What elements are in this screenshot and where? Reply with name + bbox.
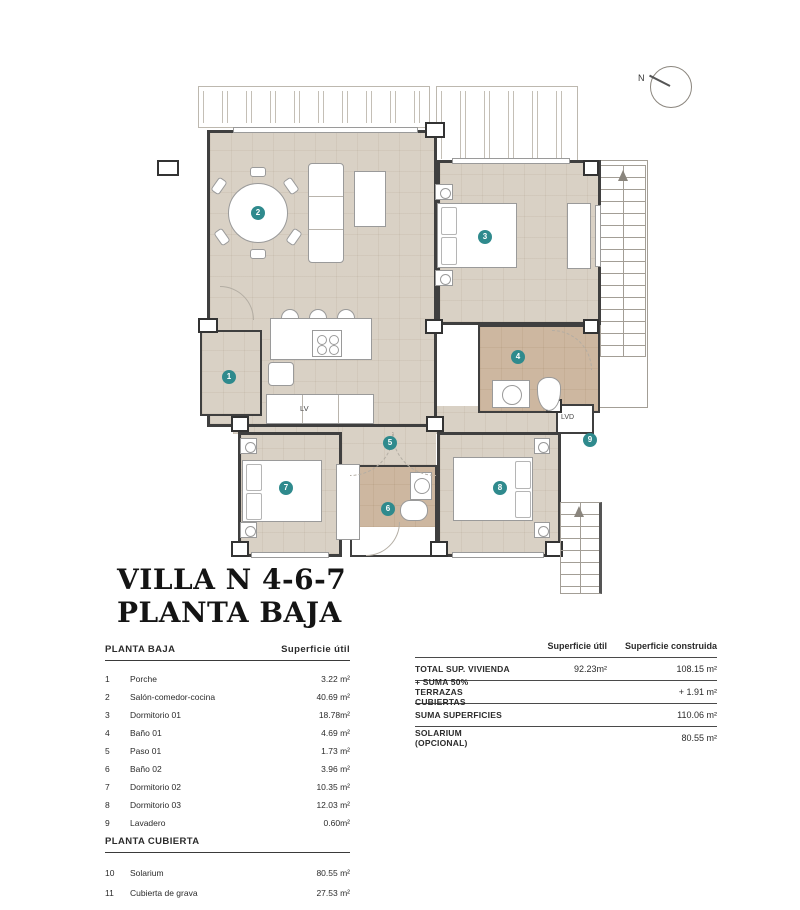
row-label: Lavadero [130, 818, 166, 828]
sink-basin [502, 385, 522, 405]
row-num: 7 [105, 782, 110, 792]
pillow [246, 464, 262, 491]
bed [437, 203, 517, 268]
compass-circle [650, 66, 692, 108]
window [595, 205, 601, 267]
table-row [415, 704, 717, 727]
bathtub [400, 500, 428, 521]
staircase-lower [560, 502, 602, 594]
pillow [441, 237, 457, 265]
pillar [583, 160, 599, 176]
table-row [105, 814, 350, 832]
title-line-2: PLANTA BAJA [117, 596, 342, 629]
pillow [515, 461, 531, 489]
pillar [198, 318, 218, 333]
room-marker-lavadero: 9 [583, 433, 597, 447]
totals-col-superficie-util: Superficie útil [547, 641, 607, 651]
pillow [246, 493, 262, 520]
lamp [245, 442, 256, 453]
table-row [415, 677, 717, 707]
window [233, 127, 418, 133]
window [452, 552, 544, 558]
left-table-col-superficie-util: Superficie útil [281, 644, 350, 655]
row-value: 1.73 m² [321, 746, 350, 756]
compass-north-label: N [638, 73, 645, 83]
kitchen-counter [266, 394, 374, 424]
row-value: 40.69 m² [316, 692, 350, 702]
row-label: Dormitorio 02 [130, 782, 182, 792]
page-title [117, 563, 346, 629]
room-marker-dormitorio-01: 3 [478, 230, 492, 244]
nightstand [240, 522, 257, 538]
row-label: Cubierta de grava [130, 888, 198, 898]
table-row [105, 670, 350, 688]
row-num: 3 [105, 710, 110, 720]
room-marker-salon: 2 [251, 206, 265, 220]
row-value: 3.22 m² [321, 674, 350, 684]
row-construida-value: 80.55 m² [681, 733, 717, 743]
row-label: Salón-comedor-cocina [130, 692, 216, 702]
row-value: 18.78m² [318, 710, 350, 720]
row-num: 9 [105, 818, 110, 828]
window [452, 158, 570, 164]
row-value: 12.03 m² [316, 800, 350, 810]
coffee-table [354, 171, 386, 227]
pergola-top-left [198, 86, 430, 128]
pergola-top-right [436, 86, 578, 164]
row-label: Dormitorio 01 [130, 710, 182, 720]
table-row [105, 863, 350, 883]
totals-table [415, 641, 717, 749]
pillar [430, 541, 448, 557]
pillar [157, 160, 179, 176]
row-value: 4.69 m² [321, 728, 350, 738]
left-table-section2-title: PLANTA CUBIERTA [105, 836, 350, 853]
row-num: 11 [105, 888, 114, 898]
lamp [440, 188, 451, 199]
stair-up-arrow-icon [618, 170, 628, 181]
lamp [538, 526, 549, 537]
row-value: 10.35 m² [316, 782, 350, 792]
room-marker-bano-02: 6 [381, 502, 395, 516]
nightstand [534, 438, 550, 454]
row-value: 27.53 m² [316, 888, 350, 898]
pillar [231, 541, 249, 557]
row-label: TOTAL SUP. VIVIENDA [415, 664, 510, 674]
row-num: 10 [105, 868, 115, 878]
left-table-rows [105, 670, 350, 832]
pillar [425, 319, 443, 334]
sink-basin [414, 478, 430, 494]
row-construida-value: + 1.91 m² [678, 687, 717, 697]
burner [329, 335, 339, 345]
row-label: Baño 01 [130, 728, 162, 738]
row-construida-value: 108.15 m² [676, 664, 717, 674]
dining-chair [250, 167, 266, 177]
row-label: Dormitorio 03 [130, 800, 182, 810]
row-util-value: 92.23m² [573, 664, 607, 674]
row-value: 3.96 m² [321, 764, 350, 774]
pillar [426, 416, 444, 432]
wardrobe [567, 203, 591, 269]
row-num: 6 [105, 764, 110, 774]
staircase-upper [600, 165, 646, 357]
table-row [105, 724, 350, 742]
row-label: Solarium [130, 868, 164, 878]
pillar [583, 319, 599, 334]
sofa [308, 163, 344, 263]
surface-table-planta-baja [105, 644, 350, 903]
pergola-slats [439, 91, 575, 159]
burner [329, 345, 339, 355]
left-table-rows2 [105, 863, 350, 903]
pillow [515, 491, 531, 518]
table-row [105, 778, 350, 796]
row-label: Paso 01 [130, 746, 162, 756]
bathroom-sink [410, 472, 432, 500]
row-label: Baño 02 [130, 764, 162, 774]
table-row [105, 706, 350, 724]
row-value: 80.55 m² [316, 868, 350, 878]
stair-terrace-outline [598, 160, 648, 408]
totals-table-header [415, 641, 717, 658]
table-row [105, 742, 350, 760]
pillow [441, 207, 457, 235]
header-spacer [415, 641, 512, 651]
room-marker-dormitorio-02: 7 [279, 481, 293, 495]
totals-col-superficie-construida: Superficie construida [624, 641, 717, 651]
window [251, 552, 329, 558]
row-num: 1 [105, 674, 110, 684]
dishwasher-label: LV [300, 404, 309, 413]
stair-center-line [623, 166, 624, 356]
table-row [415, 727, 717, 749]
left-table-header [105, 644, 350, 661]
table-row [105, 760, 350, 778]
row-num: 8 [105, 800, 110, 810]
left-table-section-title: PLANTA BAJA [105, 644, 176, 655]
dining-chair [250, 249, 266, 259]
row-num: 5 [105, 746, 110, 756]
lamp [245, 526, 256, 537]
table-row [105, 688, 350, 706]
washer-label: LVD [561, 414, 575, 421]
hob [312, 330, 342, 357]
nightstand [435, 270, 453, 286]
lamp [538, 442, 549, 453]
row-num: 2 [105, 692, 110, 702]
title-line-1: VILLA N 4-6-7 [117, 563, 347, 596]
row-label: SOLARIUM (OPCIONAL) [415, 728, 468, 748]
nightstand [435, 184, 453, 200]
fridge [268, 362, 294, 386]
room-marker-porche: 1 [222, 370, 236, 384]
stair-up-arrow-icon [574, 506, 584, 517]
pillar [425, 122, 445, 138]
nightstand [534, 522, 550, 538]
pillar [231, 416, 249, 432]
burner [317, 335, 327, 345]
table-row [105, 796, 350, 814]
row-construida-value: 110.06 m² [677, 710, 717, 720]
row-label: SUMA SUPERFICIES [415, 710, 502, 720]
table-row [105, 883, 350, 903]
row-value: 0.60m² [323, 818, 350, 828]
bathroom-sink [492, 380, 530, 408]
burner [317, 345, 327, 355]
nightstand [240, 438, 257, 454]
pergola-slats [201, 91, 427, 123]
row-label: + SUMA 50% TERRAZAS CUBIERTAS [415, 677, 469, 707]
room-marker-dormitorio-03: 8 [493, 481, 507, 495]
row-num: 4 [105, 728, 110, 738]
room-marker-bano-01: 4 [511, 350, 525, 364]
room-marker-paso: 5 [383, 436, 397, 450]
lamp [440, 274, 451, 285]
row-label: Porche [130, 674, 157, 684]
